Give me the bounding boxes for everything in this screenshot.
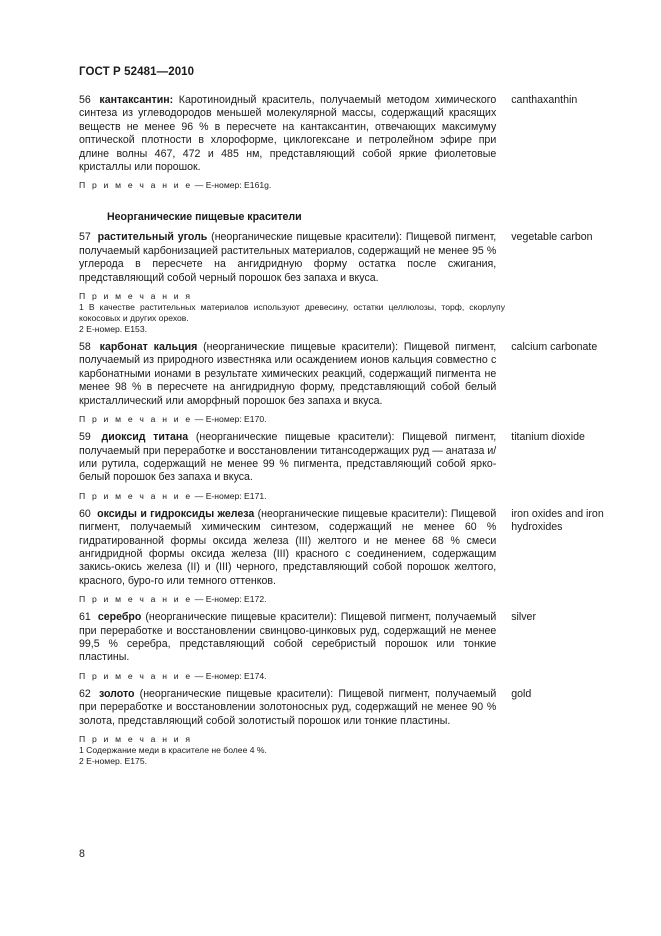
term-entry-62 xyxy=(79,688,619,728)
term-definition xyxy=(79,611,496,665)
term-note xyxy=(79,491,505,502)
note-text: — E-номер: E174. xyxy=(192,670,267,681)
term-name: кантаксантин: xyxy=(99,94,174,106)
term-name: растительный уголь xyxy=(97,231,208,244)
term-english: vegetable carbon xyxy=(511,231,593,244)
term-number: 61 xyxy=(79,611,91,624)
term-note xyxy=(79,180,505,191)
term-note xyxy=(79,414,505,425)
term-english: calcium carbonate xyxy=(511,341,598,354)
term-name: золото xyxy=(98,687,135,700)
term-text: Каротиноидный краситель, получаемый методом химического синтеза из углеводородов меньшей молекулярной массы, содержащий красящих веществ не менее 96 % в пересчете на кантаксантин, отвечающих максимуму оптической плотности в хлороформе, циклогексане и петролейном эфире при длине волны 467, 472 и 485 нм, представляющий собой яркие фиолетовые кристаллы или порошок. xyxy=(79,94,497,174)
term-name: карбонат кальция xyxy=(99,341,198,354)
term-entry-60 xyxy=(79,508,619,588)
term-name: диоксид титана xyxy=(101,431,189,444)
term-entry-58 xyxy=(79,341,619,408)
note-item: 1 В качестве растительных материалов используют древесину, остатки целлюлозы, торф, скорлупу кокосовых и других орехов. xyxy=(79,302,505,324)
notes-heading: П р и м е ч а н и я xyxy=(79,734,193,744)
term-number: 58 xyxy=(79,341,91,354)
term-number: 60 xyxy=(79,507,91,520)
term-text: (неорганические пищевые красители): Пищевой пигмент, получаемый химическим синтезом, содержащий не менее 60 % гидратированной формы оксида железа (III) желтого и не менее 68 % смеси ангидридной формы оксида железа (III) красного с соединением, содержащим закись-окись железа (II) и (III) черного, представляющий собой порошок желтого, красного, буро-го или темного оттенков. xyxy=(79,507,497,587)
term-name: оксиды и гидроксиды железа xyxy=(97,507,255,520)
note-text: — E-номер: E171. xyxy=(192,490,267,501)
note-item: 2 E-номер. E175. xyxy=(79,756,147,766)
note-item: 2 E-номер. E153. xyxy=(79,324,147,335)
term-definition xyxy=(79,231,496,285)
term-definition xyxy=(79,94,496,174)
term-name: серебро xyxy=(97,611,142,624)
term-english: canthaxanthin xyxy=(511,94,578,106)
note-text: — E-номер: E161g. xyxy=(192,180,272,191)
note-text: — E-номер: E172. xyxy=(192,594,267,605)
term-text: (неорганические пищевые красители): Пищевой пигмент, получаемый карбонизацией растительных материалов, содержащий не менее 95 % углерода в пересчете на ангидридную форму остатка после сжигания, представляющий собой черный порошок без запаха и вкуса. xyxy=(79,231,497,284)
term-english: gold xyxy=(511,687,532,700)
term-number: 59 xyxy=(79,431,91,444)
term-text: (неорганические пищевые красители): Пищевой пигмент, получаемый из природного известняка или осаждением ионов кальция совместно с карбонатными ионами в результате химических реакций, содержащий пигмента не менее 98 % в пересчете на ангидридную форму, представляющий собой белый кристаллический или аморфный порошок без запаха и вкуса. xyxy=(79,341,497,407)
document-header: ГОСТ Р 52481—2010 xyxy=(79,66,195,78)
document-body xyxy=(79,94,619,767)
term-number: 56 xyxy=(79,94,91,106)
term-entry-56 xyxy=(79,94,619,174)
term-definition xyxy=(79,688,496,728)
term-definition xyxy=(79,431,496,485)
term-entry-59 xyxy=(79,431,619,485)
notes-heading: П р и м е ч а н и я xyxy=(79,291,193,302)
term-note xyxy=(79,671,505,682)
term-definition xyxy=(79,508,496,588)
term-english: titanium dioxide xyxy=(511,431,585,444)
term-number: 62 xyxy=(79,687,91,700)
term-text: (неорганические пищевые красители): Пищевой пигмент, получаемый при переработке и восстановлении титансодержащих руд — анатаза и/или рутила, содержащий не менее 99 % пигмента, представляющий собой ярко-белый порошок без запаха и вкуса. xyxy=(79,431,497,484)
term-english: iron oxides and iron hydroxides xyxy=(511,507,604,534)
note-label: П р и м е ч а н и е xyxy=(79,490,193,501)
note-text: — E-номер: E170. xyxy=(192,414,267,425)
term-entry-57 xyxy=(79,231,619,285)
note-label: П р и м е ч а н и е xyxy=(79,414,193,425)
term-number: 57 xyxy=(79,231,91,244)
term-text: (неорганические пищевые красители): Пищевой пигмент, получаемый при переработке и восстановлении свинцово-цинковых руд, содержащий не менее 99,5 % серебра, представляющий собой серебристый порошок или тонкие пластины. xyxy=(79,611,497,664)
term-definition xyxy=(79,341,496,408)
section-title: Неорганические пищевые красители xyxy=(107,211,302,224)
note-label: П р и м е ч а н и е xyxy=(79,670,193,681)
page-number: 8 xyxy=(79,848,85,860)
term-entry-61 xyxy=(79,611,619,665)
note-label: П р и м е ч а н и е xyxy=(79,594,193,605)
note-label: П р и м е ч а н и е xyxy=(79,180,193,191)
term-note xyxy=(79,594,505,605)
note-item: 1 Содержание меди в красителе не более 4 %. xyxy=(79,745,267,755)
term-english: silver xyxy=(511,611,536,624)
term-text: (неорганические пищевые красители): Пищевой пигмент, получаемый при переработке и восстановлении золотоносных руд, содержащий не менее 90 % золота, представляющий собой золотистый порошок или тонкие пластины. xyxy=(79,687,497,727)
